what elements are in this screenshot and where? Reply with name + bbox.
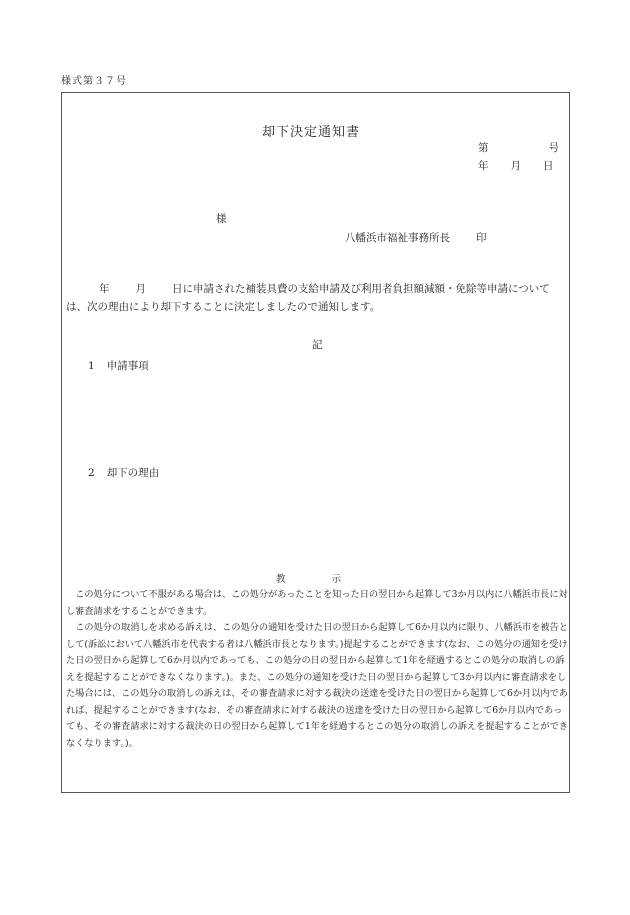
kyoji-heading [276,571,341,585]
body-year: 年 [99,283,110,295]
kyoji-second: 示 [331,574,342,585]
number-suffix: 号 [548,142,559,154]
sender-name: 八幡浜市福祉事務所長 [345,232,450,244]
sender-line [345,230,487,245]
document-title: 却下決定通知書 [262,125,361,140]
form-number: 様式第３７号 [61,76,127,87]
appeal-notice [66,587,568,752]
document-number-line [478,140,559,155]
notification-body [66,280,566,316]
item-label: 却下の理由 [106,467,160,479]
notice-paragraph: この処分の取消しを求める訴えは、この処分の通知を受けた日の翌日から起算して6か月以内に限り、八幡浜市を被告として(訴訟において八幡浜市を代表する者は八幡浜市長となります。)提起することができます(なお、この処分の通知を受けた日の翌日から起算して6か月以内であっても、この処分の日の翌日から起算して1年を経過するとこの処分の取消しの訴えを提起することができなくなります。)。また、この処分の通知を受けた日の翌日から起算して3か月以内に審査請求をした場合には、この処分の取消しの訴えは、その審査請求に対する裁決の送達を受けた日の翌日から起算して6か月以内であれば、提起することができます(なお、その審査請求に対する裁決の送達を受けた日の翌日から起算して6か月以内であっても、その審査請求に対する裁決の日の翌日から起算して1年を経過するとこの処分の取消しの訴えを提起することができなくなります。)。 [66,622,568,749]
item-number: 1 [88,360,95,372]
date-month: 月 [510,160,521,172]
addressee-line: 様 [216,213,227,225]
body-text: 日に申請された補装具費の支給申請及び利用者負担額減額・免除等申請については、次の理由により却下することに決定しましたので通知します。 [66,283,550,313]
number-prefix: 第 [478,142,489,154]
date-year: 年 [478,160,489,172]
item-application [88,358,149,373]
ki-heading: 記 [312,339,323,351]
item-label: 申請事項 [106,360,149,372]
item-number: 2 [88,467,95,479]
document-date-line [478,158,554,173]
document-frame [61,92,570,793]
date-day: 日 [543,160,554,172]
notice-paragraph: この処分について不服がある場合は、この処分があったことを知った日の翌日から起算して3か月以内に八幡浜市長に対し審査請求をすることができます。 [66,589,568,617]
item-reason [88,465,159,480]
body-month: 月 [135,283,146,295]
sender-seal: 印 [476,232,487,244]
kyoji-first: 教 [276,574,286,585]
